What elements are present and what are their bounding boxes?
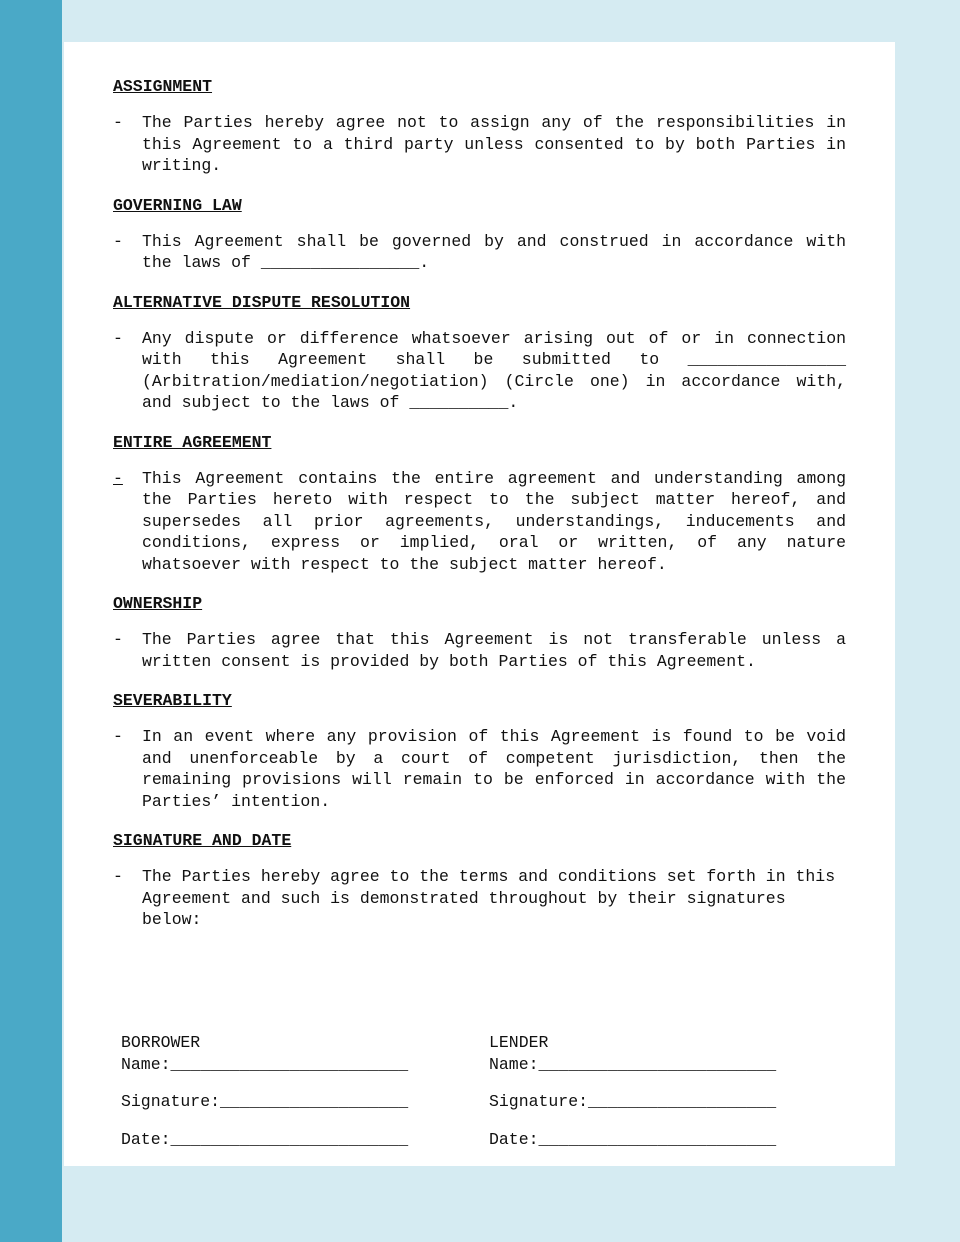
clause-signature-and-date (113, 866, 846, 931)
clause-governing-law (113, 231, 846, 274)
clause-text: The Parties hereby agree to the terms and conditions set forth in this Agreement and such is demonstrated throughout by their signatures below: (142, 867, 836, 929)
borrower-name-field[interactable]: Name:________________________ (121, 1054, 409, 1074)
heading-entire-agreement: ENTIRE AGREEMENT (113, 432, 272, 452)
left-accent-bar (0, 0, 62, 1242)
clause-severability (113, 726, 846, 812)
bullet-dash: - (113, 113, 123, 132)
heading-dispute-resolution: ALTERNATIVE DISPUTE RESOLUTION (113, 292, 411, 312)
clause-entire-agreement (113, 468, 846, 576)
lender-date-field[interactable]: Date:________________________ (489, 1129, 777, 1149)
borrower-signature-field[interactable]: Signature:___________________ (121, 1092, 409, 1111)
heading-governing-law: GOVERNING LAW (113, 195, 242, 215)
lender-signature-field[interactable]: Signature:___________________ (489, 1092, 777, 1111)
clause-dispute-resolution (113, 328, 846, 414)
clause-text: The Parties agree that this Agreement is not transferable unless a written consent is provided by both Parties of this Agreement. (142, 630, 846, 671)
borrower-label: BORROWER (121, 1033, 201, 1052)
clause-text: This Agreement shall be governed by and construed in accordance with the laws of ________________. (142, 231, 846, 272)
borrower-signature-block (121, 1032, 408, 1150)
clause-text: Any dispute or difference whatsoever arising out of or in connection with this Agreement shall be submitted to ________________ (Arbitration/mediation/negotiation) (Circle one) in accordance with, and subject to the laws of __________. (142, 328, 846, 412)
bullet-dash: - (113, 468, 123, 488)
borrower-date-field[interactable]: Date:________________________ (121, 1129, 409, 1149)
clause-text: This Agreement contains the entire agreement and understanding among the Parties hereto with respect to the subject matter hereof, and supersedes all prior agreements, understandings, inducements and conditions, express or implied, oral or written, of any nature whatsoever with respect to the subject matter hereof. (142, 468, 846, 574)
lender-name-field[interactable]: Name:________________________ (489, 1054, 777, 1074)
bullet-dash: - (113, 867, 123, 886)
clause-text: The Parties hereby agree not to assign any of the responsibilities in this Agreement to a third party unless consented to by both Parties in writing. (142, 113, 846, 175)
lender-signature-block (489, 1032, 776, 1150)
bullet-dash: - (113, 630, 123, 649)
lender-label: LENDER (489, 1033, 549, 1052)
bullet-dash: - (113, 231, 123, 251)
document-page (64, 42, 895, 1166)
bullet-dash: - (113, 727, 123, 746)
clause-ownership (113, 629, 846, 672)
heading-ownership: OWNERSHIP (113, 594, 203, 613)
heading-assignment: ASSIGNMENT (113, 77, 213, 96)
document-content (113, 76, 846, 949)
clause-text: In an event where any provision of this Agreement is found to be void and unenforceable by a court of competent jurisdiction, then the remaining provisions will remain to be enforced in accordance with the Parties’ intention. (142, 727, 846, 811)
clause-assignment (113, 112, 846, 177)
bullet-dash: - (113, 328, 123, 348)
heading-severability: SEVERABILITY (113, 691, 232, 710)
heading-signature-and-date: SIGNATURE AND DATE (113, 831, 292, 850)
